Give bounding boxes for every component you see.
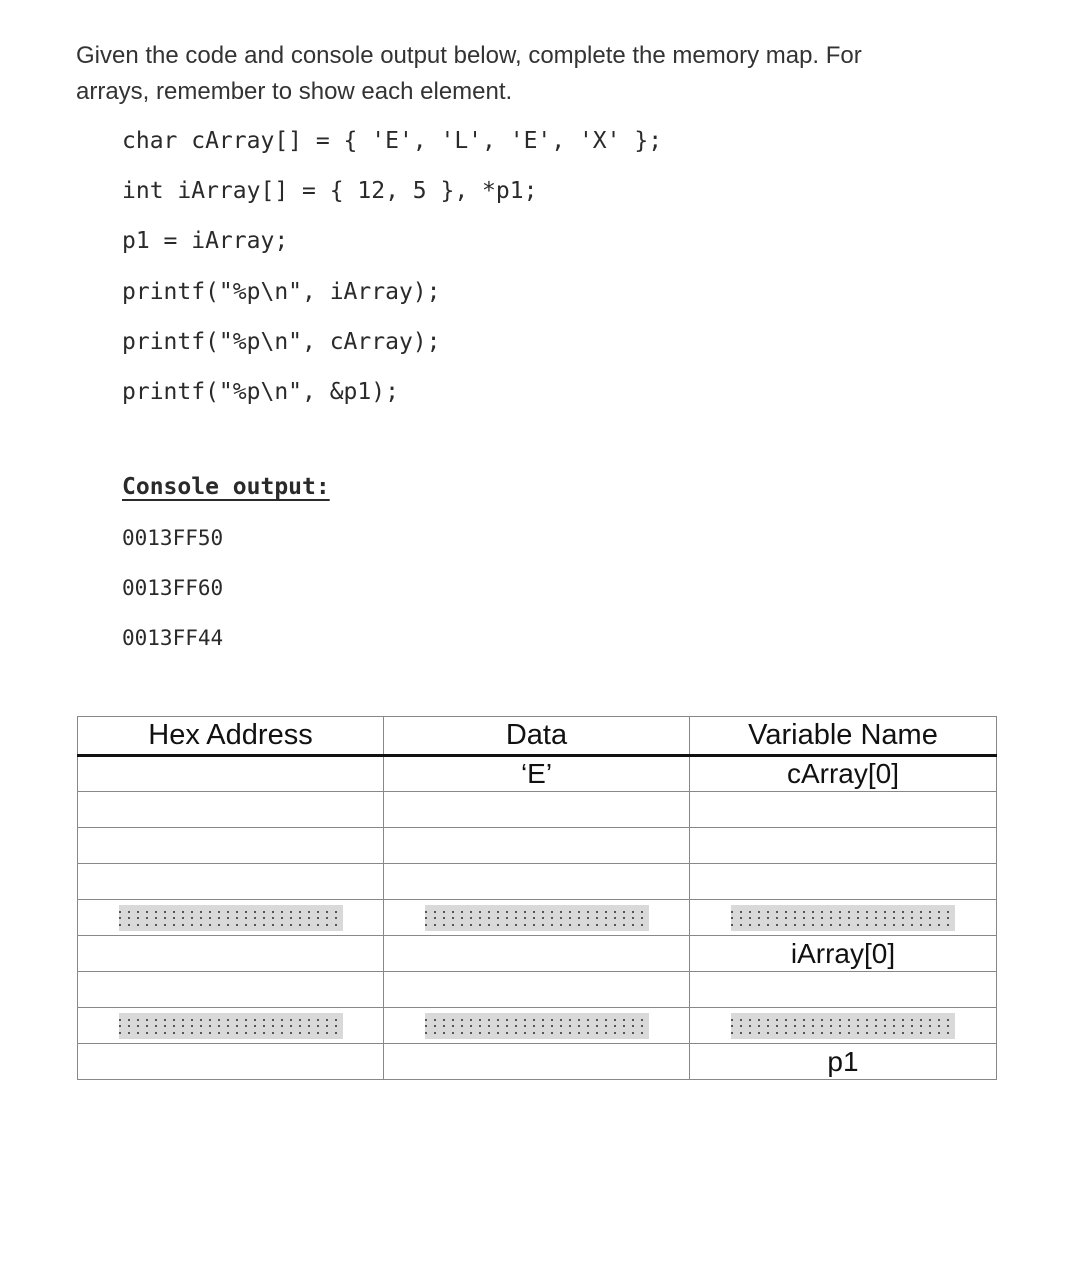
memory-map-gap-row [78,1008,997,1044]
instructions-line-2: arrays, remember to show each element. [76,78,513,105]
gap-cell [78,1008,384,1044]
gap-cell [690,1008,997,1044]
hex-address-cell[interactable] [78,936,384,972]
memory-map-header-row [78,717,997,756]
hex-address-cell[interactable] [78,756,384,792]
hex-address-cell[interactable] [78,792,384,828]
console-output-heading: Console output: [122,474,330,500]
ellipsis-gap-marker [119,905,343,931]
ellipsis-gap-marker [425,1013,649,1039]
data-cell[interactable] [384,864,690,900]
data-cell[interactable] [384,972,690,1008]
hex-address-cell[interactable] [78,1044,384,1080]
memory-map-row [78,972,997,1008]
data-cell[interactable] [384,792,690,828]
variable-name-cell[interactable]: p1 [690,1044,997,1080]
code-line: int iArray[] = { 12, 5 }, *p1; [122,178,538,204]
code-line: printf("%p\n", &p1); [122,379,399,405]
variable-name-cell[interactable] [690,864,997,900]
ellipsis-gap-marker [731,905,955,931]
memory-map-gap-row [78,900,997,936]
hex-address-cell[interactable] [78,828,384,864]
memory-map-table [77,716,997,1080]
instructions [76,38,996,110]
code-line: p1 = iArray; [122,228,289,254]
gap-cell [384,1008,690,1044]
code-line: printf("%p\n", cArray); [122,329,441,355]
data-header: Data [384,717,690,756]
memory-map-row [78,1044,997,1080]
ellipsis-gap-marker [731,1013,955,1039]
hex-address-cell[interactable] [78,972,384,1008]
memory-map-row [78,828,997,864]
code-line: char cArray[] = { 'E', 'L', 'E', 'X' }; [122,128,663,154]
code-line: printf("%p\n", iArray); [122,279,441,305]
hex-address-header: Hex Address [78,717,384,756]
variable-name-cell[interactable]: iArray[0] [690,936,997,972]
memory-map-row [78,756,997,792]
data-cell[interactable] [384,1044,690,1080]
console-output-line: 0013FF60 [122,576,224,600]
gap-cell [384,900,690,936]
console-output-line: 0013FF50 [122,526,224,550]
gap-cell [690,900,997,936]
data-cell[interactable]: ‘E’ [384,756,690,792]
data-cell[interactable] [384,828,690,864]
hex-address-cell[interactable] [78,864,384,900]
variable-name-cell[interactable]: cArray[0] [690,756,997,792]
memory-map-row [78,936,997,972]
gap-cell [78,900,384,936]
instructions-line-1: Given the code and console output below, complete the memory map. For [76,42,862,69]
ellipsis-gap-marker [119,1013,343,1039]
memory-map-row [78,792,997,828]
memory-map-row [78,864,997,900]
variable-name-cell[interactable] [690,792,997,828]
variable-name-cell[interactable] [690,828,997,864]
console-output-line: 0013FF44 [122,626,224,650]
variable-name-header: Variable Name [690,717,997,756]
variable-name-cell[interactable] [690,972,997,1008]
data-cell[interactable] [384,936,690,972]
ellipsis-gap-marker [425,905,649,931]
